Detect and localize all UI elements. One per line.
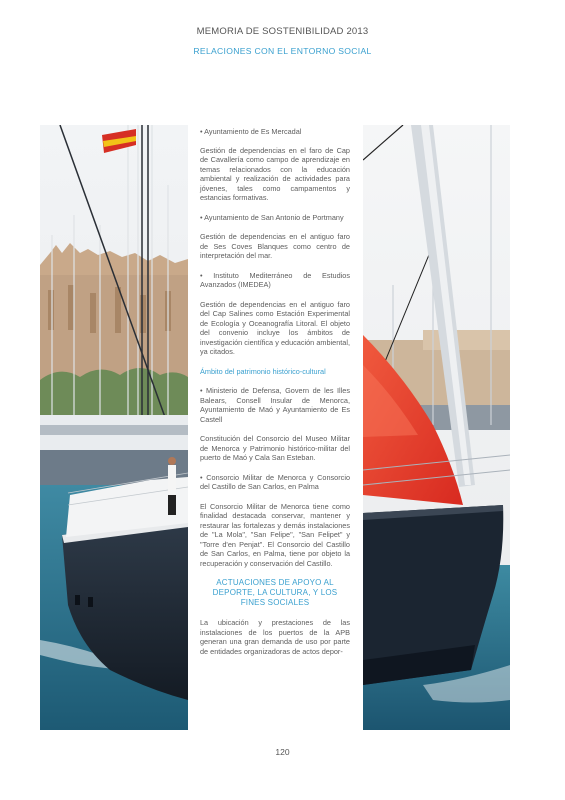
section-title: RELACIONES CON EL ENTORNO SOCIAL: [193, 46, 372, 56]
list-item-consorcio-militar: • Consorcio Militar de Menorca y Consorcio del Castillo de San Carlos, en Palma: [200, 472, 350, 491]
list-item-ministerio-defensa: • Ministerio de Defensa, Govern de les Illes Balears, Consell Insular de Menorca, Ayuntamiento de Maó y Ayuntamiento de Es Castell: [200, 386, 350, 424]
list-item-es-mercadal: • Ayuntamiento de Es Mercadal: [200, 127, 302, 136]
paragraph-cap-cavalleria: Gestión de dependencias en el faro de Cap de Cavallería como campo de aprendizaje en temas relacionados con la educación ambiental y realización de actividades para jóvenes, tales como campamentos y estancias formativas.: [200, 145, 350, 202]
paragraph-ubicacion: La ubicación y prestaciones de las instalaciones de los puertos de la APB generan una gran demanda de uso por parte de entidades organizadoras de actos depor-: [200, 618, 350, 656]
paragraph-consorcio-finalidad: El Consorcio Militar de Menorca tiene como finalidad destacada conservar, mantener y restaurar las fortalezas y demás instalaciones de "La Mola", "San Felipe", "San Felipet" y "Torre d'en Penjat". El Consorcio del Castillo de San Carlos, en Palma, tiene por objeto la recuperación y conservación del Castillo.: [200, 501, 350, 568]
list-item-imedea: • Instituto Mediterráneo de Estudios Avanzados (IMEDEA): [200, 270, 350, 289]
paragraph-consorcio-museo: Constitución del Consorcio del Museo Militar de Menorca y Patrimonio histórico-militar del puerto de Maó y Cala San Esteban.: [200, 434, 350, 462]
page-number: 120: [275, 747, 290, 757]
section-heading-deporte: ACTUACIONES DE APOYO AL DEPORTE, LA CULTURA, Y LOS FINES SOCIALES: [212, 578, 338, 607]
sailboat-photo-right: [363, 125, 510, 730]
list-item-san-antonio: • Ayuntamiento de San Antonio de Portmany: [200, 212, 344, 222]
paragraph-cap-salines: Gestión de dependencias en el antiguo faro del Cap Salines como Estación Experimental de Ecología y Oceanografía Litoral. El objeto del convenio incluye los ámbitos de investigación científica y educación ambiental, ya citados.: [200, 299, 350, 356]
header-title: MEMORIA DE SOSTENIBILIDAD 2013: [196, 26, 369, 37]
paragraph-ses-coves-blanques: Gestión de dependencias en el antiguo faro de Ses Coves Blanques como centro de interpretación del mar.: [200, 232, 350, 260]
sailboat-photo-left: [40, 125, 188, 730]
body-text-column: [200, 127, 350, 666]
subheading-patrimonio: Ámbito del patrimonio histórico-cultural: [200, 366, 326, 376]
